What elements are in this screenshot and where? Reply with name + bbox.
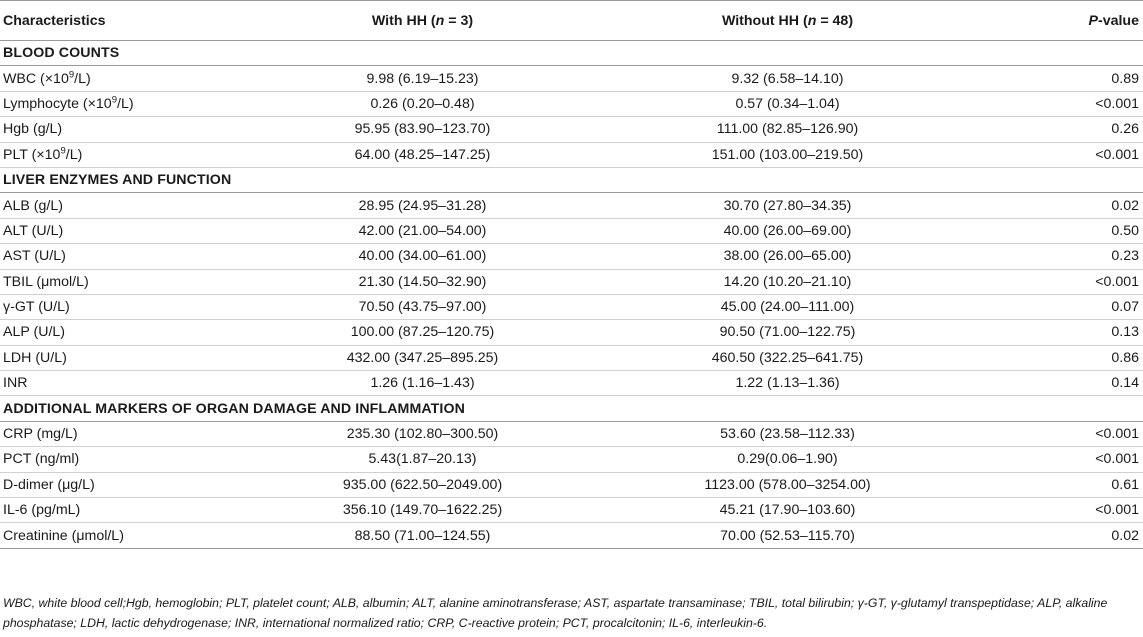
without-hh-value: 460.50 (322.25–641.75) xyxy=(600,345,975,370)
characteristic-name: IL-6 (pg/mL) xyxy=(0,498,245,523)
characteristic-name: D-dimer (μg/L) xyxy=(0,472,245,497)
p-value: <0.001 xyxy=(975,91,1143,116)
without-hh-value: 70.00 (52.53–115.70) xyxy=(600,523,975,548)
p-value: 0.14 xyxy=(975,371,1143,396)
p-value: <0.001 xyxy=(975,447,1143,472)
characteristic-name: INR xyxy=(0,371,245,396)
table-row xyxy=(0,269,1143,294)
characteristic-name: Hgb (g/L) xyxy=(0,117,245,142)
without-hh-value: 45.21 (17.90–103.60) xyxy=(600,498,975,523)
table-row xyxy=(0,523,1143,548)
characteristic-name: AST (U/L) xyxy=(0,244,245,269)
without-hh-value: 14.20 (10.20–21.10) xyxy=(600,269,975,294)
characteristic-name: ALB (g/L) xyxy=(0,193,245,218)
table-header xyxy=(0,1,1143,41)
with-hh-value: 356.10 (149.70–1622.25) xyxy=(245,498,600,523)
table-row xyxy=(0,142,1143,167)
with-hh-value: 40.00 (34.00–61.00) xyxy=(245,244,600,269)
header-p-value: P-value xyxy=(975,1,1143,41)
with-hh-value: 100.00 (87.25–120.75) xyxy=(245,320,600,345)
with-hh-value: 88.50 (71.00–124.55) xyxy=(245,523,600,548)
table-row xyxy=(0,472,1143,497)
p-value: 0.02 xyxy=(975,523,1143,548)
with-hh-value: 1.26 (1.16–1.43) xyxy=(245,371,600,396)
without-hh-value: 0.29(0.06–1.90) xyxy=(600,447,975,472)
with-hh-value: 42.00 (21.00–54.00) xyxy=(245,218,600,243)
with-hh-value: 432.00 (347.25–895.25) xyxy=(245,345,600,370)
with-hh-value: 5.43(1.87–20.13) xyxy=(245,447,600,472)
section-row xyxy=(0,167,1143,192)
with-hh-value: 28.95 (24.95–31.28) xyxy=(245,193,600,218)
p-value: 0.13 xyxy=(975,320,1143,345)
characteristic-name: γ-GT (U/L) xyxy=(0,294,245,319)
header-characteristics: Characteristics xyxy=(0,1,245,41)
table-row xyxy=(0,345,1143,370)
section-title: ADDITIONAL MARKERS OF ORGAN DAMAGE AND INFLAMMATION xyxy=(0,396,1143,421)
header-without-hh: Without HH (n = 48) xyxy=(600,1,975,41)
table-row xyxy=(0,294,1143,319)
table-row xyxy=(0,66,1143,91)
characteristic-name: ALT (U/L) xyxy=(0,218,245,243)
section-title: BLOOD COUNTS xyxy=(0,41,1143,66)
characteristic-name: TBIL (μmol/L) xyxy=(0,269,245,294)
characteristic-name: PLT $(\times 10^9/L)$ xyxy=(0,142,245,167)
table-row xyxy=(0,421,1143,446)
p-value: 0.26 xyxy=(975,117,1143,142)
section-row xyxy=(0,396,1143,421)
characteristic-name: PCT (ng/ml) xyxy=(0,447,245,472)
p-value: <0.001 xyxy=(975,142,1143,167)
table-row xyxy=(0,371,1143,396)
without-hh-value: 30.70 (27.80–34.35) xyxy=(600,193,975,218)
characteristic-name: WBC $(\times 10^9/L)$ xyxy=(0,66,245,91)
with-hh-value: 21.30 (14.50–32.90) xyxy=(245,269,600,294)
with-hh-value: 70.50 (43.75–97.00) xyxy=(245,294,600,319)
p-value: 0.89 xyxy=(975,66,1143,91)
table-row xyxy=(0,498,1143,523)
table-row xyxy=(0,447,1143,472)
with-hh-value: 95.95 (83.90–123.70) xyxy=(245,117,600,142)
p-value: <0.001 xyxy=(975,421,1143,446)
p-value: <0.001 xyxy=(975,269,1143,294)
section-title: LIVER ENZYMES AND FUNCTION xyxy=(0,167,1143,192)
p-value: 0.02 xyxy=(975,193,1143,218)
without-hh-value: 1123.00 (578.00–3254.00) xyxy=(600,472,975,497)
without-hh-value: 111.00 (82.85–126.90) xyxy=(600,117,975,142)
characteristic-name: ALP (U/L) xyxy=(0,320,245,345)
without-hh-value: 9.32 (6.58–14.10) xyxy=(600,66,975,91)
p-value: 0.61 xyxy=(975,472,1143,497)
p-value: 0.50 xyxy=(975,218,1143,243)
without-hh-value: 45.00 (24.00–111.00) xyxy=(600,294,975,319)
without-hh-value: 90.50 (71.00–122.75) xyxy=(600,320,975,345)
without-hh-value: 1.22 (1.13–1.36) xyxy=(600,371,975,396)
table-row xyxy=(0,320,1143,345)
characteristic-name: Lymphocyte $(\times 10^9/L)$ xyxy=(0,91,245,116)
with-hh-value: 9.98 (6.19–15.23) xyxy=(245,66,600,91)
without-hh-value: 53.60 (23.58–112.33) xyxy=(600,421,975,446)
table-row xyxy=(0,193,1143,218)
table-body xyxy=(0,41,1143,549)
with-hh-value: 64.00 (48.25–147.25) xyxy=(245,142,600,167)
without-hh-value: 40.00 (26.00–69.00) xyxy=(600,218,975,243)
table-row xyxy=(0,117,1143,142)
with-hh-value: 0.26 (0.20–0.48) xyxy=(245,91,600,116)
p-value: 0.23 xyxy=(975,244,1143,269)
with-hh-value: 935.00 (622.50–2049.00) xyxy=(245,472,600,497)
with-hh-value: 235.30 (102.80–300.50) xyxy=(245,421,600,446)
characteristic-name: LDH (U/L) xyxy=(0,345,245,370)
table-row xyxy=(0,218,1143,243)
p-value: 0.86 xyxy=(975,345,1143,370)
p-value: 0.07 xyxy=(975,294,1143,319)
without-hh-value: 151.00 (103.00–219.50) xyxy=(600,142,975,167)
table-footnote: WBC, white blood cell;Hgb, hemoglobin; PLT, platelet count; ALB, albumin; ALT, alanine aminotransferase; AST, aspartate transaminase; TBIL, total bilirubin; γ-GT, γ-glutamyl transpeptidase; ALP, alkaline phosphatase; LDH, lactic dehydrogenase; INR, international normalized ratio; CRP, C-reactive protein; PCT, procalcitonin; IL-6, interleukin-6. xyxy=(3,596,1108,630)
without-hh-value: 0.57 (0.34–1.04) xyxy=(600,91,975,116)
table-row xyxy=(0,244,1143,269)
p-value: <0.001 xyxy=(975,498,1143,523)
section-row xyxy=(0,41,1143,66)
characteristic-name: CRP (mg/L) xyxy=(0,421,245,446)
without-hh-value: 38.00 (26.00–65.00) xyxy=(600,244,975,269)
characteristic-name: Creatinine (μmol/L) xyxy=(0,523,245,548)
header-row xyxy=(0,1,1143,41)
header-with-hh: With HH (n = 3) xyxy=(245,1,600,41)
table-row xyxy=(0,91,1143,116)
